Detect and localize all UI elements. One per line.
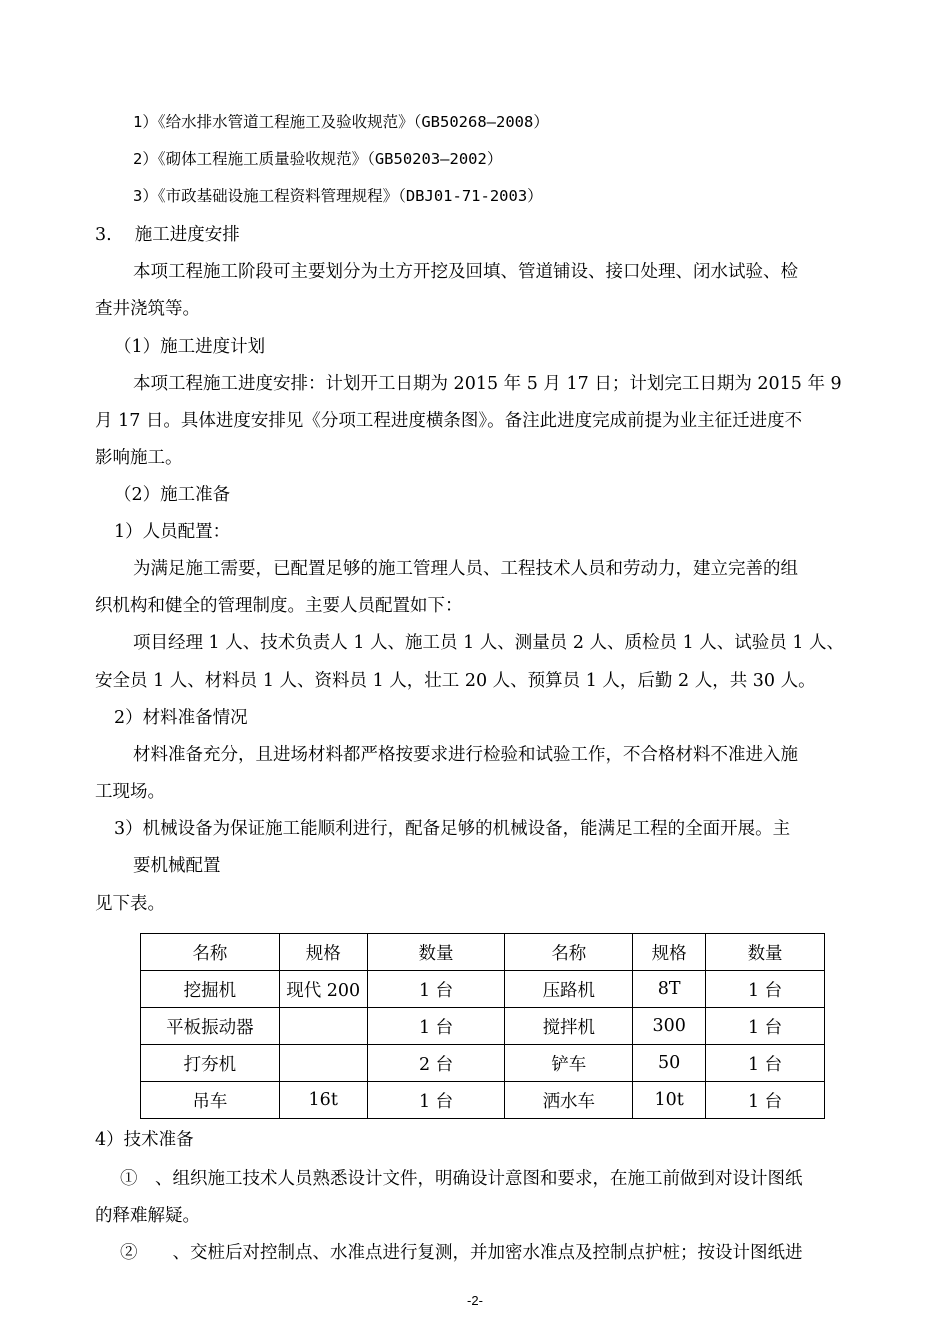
table-header-row [141, 934, 825, 971]
reference-item-1: 1）《给水排水管道工程施工及验收规范》（GB50268—2008） [133, 113, 549, 131]
schedule-line-1: 本项工程施工进度安排：计划开工日期为 2015 年 5 月 17 日；计划完工日期为 2015 年 9 [133, 374, 842, 394]
table-cell: 挖掘机 [141, 971, 280, 1008]
materials-text-line-2: 工现场。 [95, 782, 165, 802]
subsection-heading-preparation: （2）施工准备 [114, 485, 231, 505]
table-cell [279, 1045, 367, 1082]
table-header-cell: 规格 [279, 934, 367, 971]
table-cell: 8T [633, 971, 706, 1008]
table-cell: 10t [633, 1082, 706, 1119]
tech-item-1-line-2: 的释难解疑。 [95, 1206, 200, 1226]
table-cell: 1 台 [706, 1045, 825, 1082]
schedule-line-3: 影响施工。 [95, 448, 183, 468]
table-row [141, 971, 825, 1008]
machinery-text-line-3: 见下表。 [95, 894, 165, 914]
machinery-text-line-1: 3）机械设备为保证施工能顺利进行，配备足够的机械设备，能满足工程的全面开展。主 [114, 819, 791, 839]
table-cell: 洒水车 [505, 1082, 633, 1119]
reference-item-3: 3）《市政基础设施工程资料管理规程》（DBJ01-71-2003） [133, 187, 543, 205]
table-cell: 50 [633, 1045, 706, 1082]
personnel-heading: 1）人员配置： [114, 522, 231, 542]
materials-text-line-1: 材料准备充分，且进场材料都严格按要求进行检验和试验工作，不合格材料不准进入施 [133, 745, 798, 765]
table-cell: 1 台 [706, 1082, 825, 1119]
table-cell [279, 1008, 367, 1045]
table-cell: 2 台 [367, 1045, 505, 1082]
table-row [141, 1045, 825, 1082]
table-cell: 搅拌机 [505, 1008, 633, 1045]
schedule-line-2: 月 17 日。具体进度安排见《分项工程进度横条图》。备注此进度完成前提为业主征迁进度不 [95, 411, 803, 431]
tech-item-2-line-1: ② 、交桩后对控制点、水准点进行复测，并加密水准点及控制点护桩；按设计图纸进 [120, 1243, 803, 1263]
tech-item-1-line-1: ① 、组织施工技术人员熟悉设计文件，明确设计意图和要求，在施工前做到对设计图纸 [120, 1169, 803, 1189]
section-heading: 3. 施工进度安排 [95, 225, 240, 245]
table-cell: 1 台 [367, 1082, 505, 1119]
table-header-cell: 规格 [633, 934, 706, 971]
equipment-table [140, 933, 825, 1119]
tech-heading: 4）技术准备 [95, 1130, 194, 1150]
intro-line-2: 查井浇筑等。 [95, 299, 200, 319]
table-cell: 1 台 [367, 971, 505, 1008]
reference-item-2: 2）《砌体工程施工质量验收规范》（GB50203—2002） [133, 150, 503, 168]
table-cell: 1 台 [706, 971, 825, 1008]
table-cell: 1 台 [706, 1008, 825, 1045]
intro-line-1: 本项工程施工阶段可主要划分为土方开挖及回填、管道铺设、接口处理、闭水试验、检 [133, 262, 798, 282]
table-row [141, 1082, 825, 1119]
table-cell: 300 [633, 1008, 706, 1045]
table-header-cell: 名称 [505, 934, 633, 971]
table-cell: 现代 200 [279, 971, 367, 1008]
table-cell: 16t [279, 1082, 367, 1119]
table-header-cell: 数量 [706, 934, 825, 971]
table-cell: 平板振动器 [141, 1008, 280, 1045]
personnel-list-line-2: 安全员 1 人、材料员 1 人、资料员 1 人，壮工 20 人、预算员 1 人，后勤 2 人，共 30 人。 [95, 671, 816, 691]
table-cell: 打夯机 [141, 1045, 280, 1082]
page-number: -2- [467, 1293, 483, 1308]
subsection-heading-schedule: （1）施工进度计划 [114, 337, 266, 357]
table-header-cell: 名称 [141, 934, 280, 971]
table-cell: 1 台 [367, 1008, 505, 1045]
table-header-cell: 数量 [367, 934, 505, 971]
table-cell: 铲车 [505, 1045, 633, 1082]
machinery-text-line-2: 要机械配置 [133, 856, 221, 876]
personnel-text-line-2: 织机构和健全的管理制度。主要人员配置如下： [95, 596, 463, 616]
table-cell: 吊车 [141, 1082, 280, 1119]
table-row [141, 1008, 825, 1045]
personnel-list-line-1: 项目经理 1 人、技术负责人 1 人、施工员 1 人、测量员 2 人、质检员 1 人、试验员 1 人、 [133, 633, 845, 653]
personnel-text-line-1: 为满足施工需要，已配置足够的施工管理人员、工程技术人员和劳动力，建立完善的组 [133, 559, 798, 579]
table-cell: 压路机 [505, 971, 633, 1008]
materials-heading: 2）材料准备情况 [114, 708, 248, 728]
